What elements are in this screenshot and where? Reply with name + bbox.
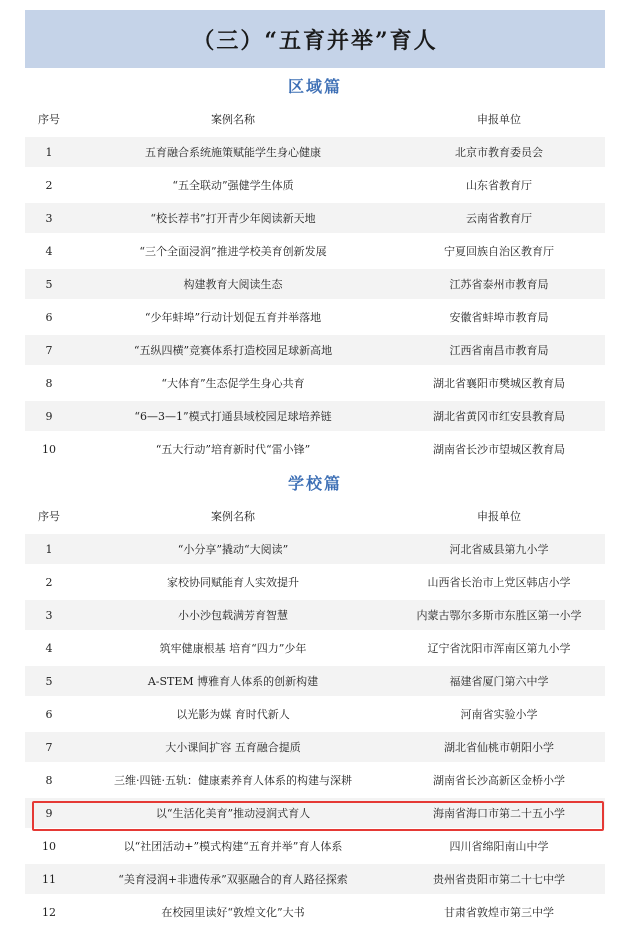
table-row [25, 796, 605, 829]
table-row [25, 234, 605, 267]
table-row [25, 267, 605, 300]
cell-no: 10 [25, 829, 73, 862]
cell-no: 3 [25, 201, 73, 234]
cell-unit: 宁夏回族自治区教育厅 [393, 234, 605, 267]
cell-unit: 云南省教育厅 [393, 201, 605, 234]
cell-name: “小分享”撬动“大阅读” [73, 532, 393, 565]
table-row [25, 763, 605, 796]
cell-name: “五纵四横”竞赛体系打造校园足球新高地 [73, 333, 393, 366]
cell-unit: 湖北省襄阳市樊城区教育局 [393, 366, 605, 399]
cell-name: “6—3—1”模式打通县域校园足球培养链 [73, 399, 393, 432]
cell-unit: 北京市教育委员会 [393, 135, 605, 168]
table-row [25, 333, 605, 366]
cell-no: 11 [25, 862, 73, 895]
cell-unit: 山东省教育厅 [393, 168, 605, 201]
cell-no: 7 [25, 333, 73, 366]
cell-name: “五全联动”强健学生体质 [73, 168, 393, 201]
cell-unit: 甘肃省敦煌市第三中学 [393, 895, 605, 928]
school-table [25, 499, 605, 928]
document [25, 10, 605, 928]
table-row [25, 565, 605, 598]
section-heading-regional: 区域篇 [287, 76, 342, 96]
cell-name: “校长荐书”打开青少年阅读新天地 [73, 201, 393, 234]
cell-name: 五育融合系统施策赋能学生身心健康 [73, 135, 393, 168]
cell-unit: 四川省绵阳南山中学 [393, 829, 605, 862]
cell-unit: 河北省威县第九小学 [393, 532, 605, 565]
cell-name: “五大行动”培育新时代“雷小锋” [73, 432, 393, 465]
cell-no: 7 [25, 730, 73, 763]
cell-unit: 河南省实验小学 [393, 697, 605, 730]
cell-name: “大体育”生态促学生身心共育 [73, 366, 393, 399]
cell-name: 构建教育大阅读生态 [73, 267, 393, 300]
header-unit: 申报单位 [393, 499, 605, 532]
regional-table [25, 102, 605, 465]
section-heading-school: 学校篇 [287, 473, 342, 493]
cell-no: 9 [25, 796, 73, 829]
table-row [25, 399, 605, 432]
cell-unit: 内蒙古鄂尔多斯市东胜区第一小学 [393, 598, 605, 631]
cell-no: 5 [25, 267, 73, 300]
cell-no: 1 [25, 532, 73, 565]
header-name: 案例名称 [73, 499, 393, 532]
cell-name: “美育浸润+非遗传承”双驱融合的育人路径探索 [73, 862, 393, 895]
cell-unit: 江苏省泰州市教育局 [393, 267, 605, 300]
cell-name: 以“社团活动+”模式构建“五育并举”育人体系 [73, 829, 393, 862]
table-row [25, 730, 605, 763]
cell-unit: 湖北省仙桃市朝阳小学 [393, 730, 605, 763]
cell-unit: 湖北省黄冈市红安县教育局 [393, 399, 605, 432]
cell-no: 3 [25, 598, 73, 631]
table-row [25, 664, 605, 697]
cell-no: 4 [25, 631, 73, 664]
table-row [25, 598, 605, 631]
cell-no: 10 [25, 432, 73, 465]
header-unit: 申报单位 [393, 102, 605, 135]
table-header-row [25, 102, 605, 135]
cell-name: 大小课间扩容 五育融合提质 [73, 730, 393, 763]
cell-name: 小小沙包载满芳育智慧 [73, 598, 393, 631]
cell-name: 筑牢健康根基 培育“四力”少年 [73, 631, 393, 664]
cell-name: “三个全面浸润”推进学校美育创新发展 [73, 234, 393, 267]
table-row [25, 532, 605, 565]
cell-unit: 安徽省蚌埠市教育局 [393, 300, 605, 333]
cell-unit: 辽宁省沈阳市浑南区第九小学 [393, 631, 605, 664]
cell-no: 5 [25, 664, 73, 697]
cell-no: 6 [25, 300, 73, 333]
cell-no: 2 [25, 565, 73, 598]
table-row [25, 135, 605, 168]
cell-name: “少年蚌埠”行动计划促五育并举落地 [73, 300, 393, 333]
cell-unit: 海南省海口市第二十五小学 [393, 796, 605, 829]
table-row [25, 631, 605, 664]
cell-unit: 贵州省贵阳市第二十七中学 [393, 862, 605, 895]
cell-name: 以光影为媒 育时代新人 [73, 697, 393, 730]
cell-name: 三维·四链·五轨：健康素养育人体系的构建与深耕 [73, 763, 393, 796]
cell-name: A-STEM 博雅育人体系的创新构建 [73, 664, 393, 697]
table-row [25, 168, 605, 201]
table-row [25, 366, 605, 399]
cell-no: 8 [25, 763, 73, 796]
cell-unit: 湖南省长沙高新区金桥小学 [393, 763, 605, 796]
cell-no: 1 [25, 135, 73, 168]
cell-no: 9 [25, 399, 73, 432]
cell-name: 以“生活化美育”推动浸润式育人 [73, 796, 393, 829]
table-row [25, 862, 605, 895]
table-row [25, 697, 605, 730]
header-no: 序号 [25, 499, 73, 532]
cell-no: 2 [25, 168, 73, 201]
cell-name: 家校协同赋能育人实效提升 [73, 565, 393, 598]
cell-unit: 江西省南昌市教育局 [393, 333, 605, 366]
header-name: 案例名称 [73, 102, 393, 135]
cell-no: 8 [25, 366, 73, 399]
cell-unit: 湖南省长沙市望城区教育局 [393, 432, 605, 465]
table-row [25, 201, 605, 234]
cell-unit: 山西省长治市上党区韩店小学 [393, 565, 605, 598]
cell-no: 4 [25, 234, 73, 267]
table-header-row [25, 499, 605, 532]
table-row [25, 432, 605, 465]
table-row [25, 300, 605, 333]
cell-unit: 福建省厦门第六中学 [393, 664, 605, 697]
cell-name: 在校园里读好“敦煌文化”大书 [73, 895, 393, 928]
page-title: （三）“五育并举”育人 [25, 10, 605, 68]
table-row [25, 829, 605, 862]
cell-no: 6 [25, 697, 73, 730]
cell-no: 12 [25, 895, 73, 928]
header-no: 序号 [25, 102, 73, 135]
